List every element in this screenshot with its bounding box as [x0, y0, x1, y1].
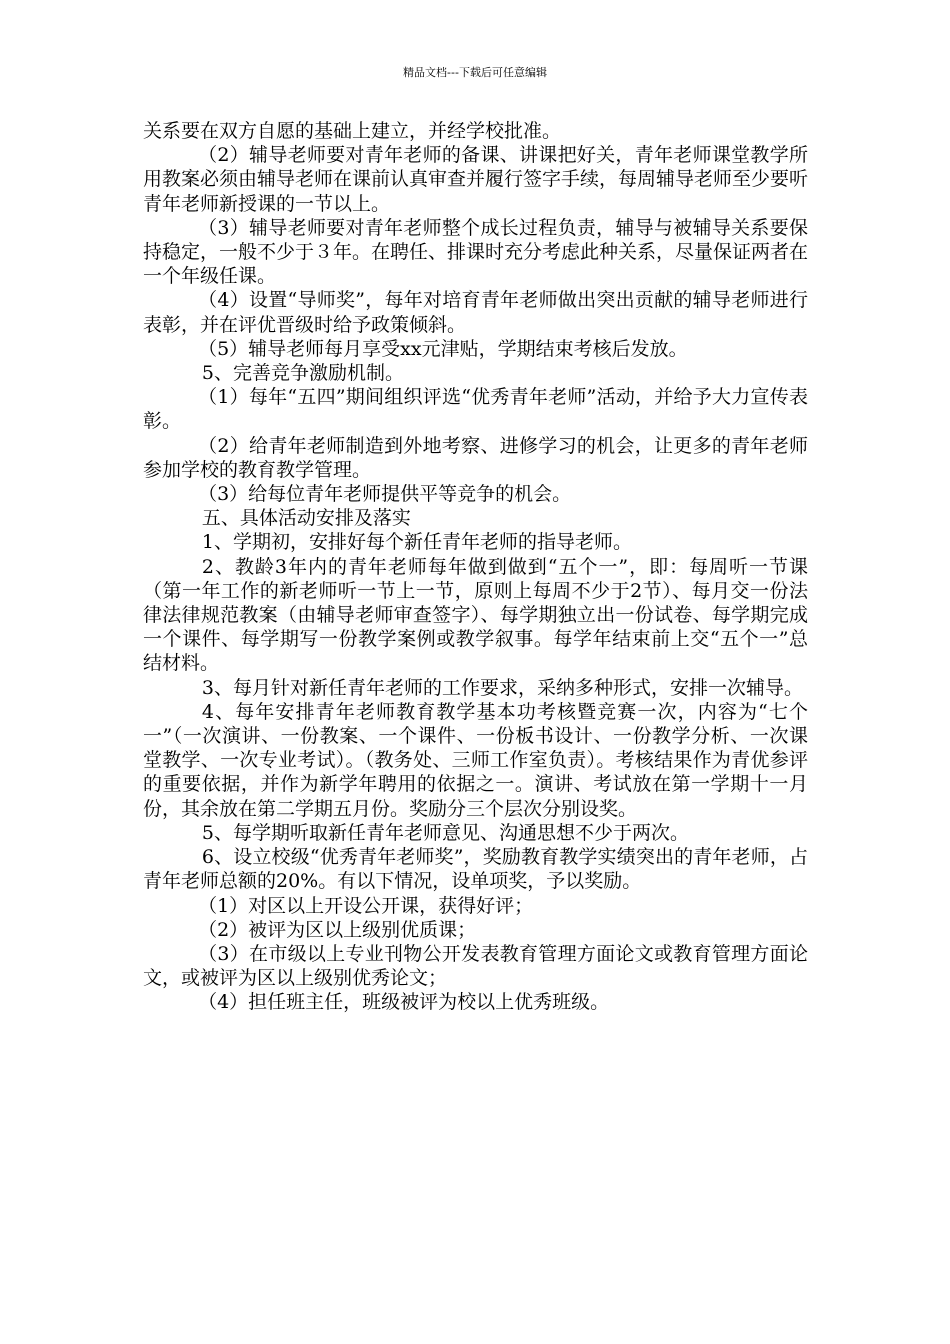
paragraph: 3、每月针对新任青年老师的工作要求，采纳多种形式，安排一次辅导。	[201, 676, 803, 699]
document-body	[143, 119, 808, 1015]
paragraph: 1、学期初，安排好每个新任青年老师的指导老师。	[201, 531, 632, 554]
paragraph: 5、每学期听取新任青年老师意见、沟通思想不少于两次。	[201, 821, 689, 844]
paragraph: （3）在市级以上专业刊物公开发表教育管理方面论文或教育管理方面论文，或被评为区以上级别优秀论文；	[143, 942, 808, 990]
paragraph: （3）辅导老师要对青年老师整个成长过程负责，辅导与被辅导关系要保持稳定，一般不少于３年。在聘任、排课时充分考虑此种关系，尽量保证两者在一个年级任课。	[143, 216, 809, 288]
page-header: 精品文档---下载后可任意编辑	[403, 66, 547, 79]
paragraph: （1）每年“五四”期间组织评选“优秀青年老师”活动，并给予大力宣传表彰。	[143, 386, 808, 433]
paragraph: 4、每年安排青年老师教育教学基本功考核暨竞赛一次，内容为“七个一”（一次演讲、一份教案、一个课件、一份板书设计、一份教学分析、一次课堂教学、一次专业考试）。（教务处、三师工作室负责）。考核结果作为青优参评的重要依据，并作为新学年聘用的依据之一。演讲、考试放在第一学期十一月份，其余放在第二学期五月份。奖励分三个层次分别设奖。	[143, 700, 808, 820]
paragraph: （4）担任班主任，班级被评为校以上优秀班级。	[198, 991, 610, 1014]
paragraph: （2）给青年老师制造到外地考察、进修学习的机会，让更多的青年老师参加学校的教育教学管理。	[143, 434, 808, 481]
paragraph: （4）设置“导师奖”，每年对培育青年老师做出突出贡献的辅导老师进行表彰，并在评优晋级时给予政策倾斜。	[143, 289, 808, 336]
section-heading: 五、具体活动安排及落实	[201, 507, 411, 530]
paragraph: （2）辅导老师要对青年老师的备课、讲课把好关，青年老师课堂教学所用教案必须由辅导老师在课前认真审查并履行签字手续，每周辅导老师至少要听青年老师新授课的一节以上。	[143, 144, 809, 215]
paragraph: 5、完善竞争激励机制。	[201, 362, 404, 385]
paragraph: （2）被评为区以上级别优质课；	[198, 918, 477, 941]
paragraph: 6、设立校级“优秀青年老师奖”，奖励教育教学实绩突出的青年老师，占青年老师总额的20%。有以下情况，设单项奖，予以奖励。	[143, 846, 808, 893]
paragraph: 关系要在双方自愿的基础上建立，并经学校批准。	[143, 120, 562, 142]
paragraph: （3）给每位青年老师提供平等竞争的机会。	[198, 483, 572, 506]
paragraph: （1）对区以上开设公开课，获得好评；	[198, 894, 534, 917]
paragraph: （5）辅导老师每月享受xx元津贴，学期结束考核后发放。	[198, 337, 688, 360]
paragraph: 2、教龄3年内的青年老师每年做到做到“五个一”，即：每周听一节课（第一年工作的新老师听一节上一节，原则上每周不少于2节）、每月交一份法律法律规范教案（由辅导老师审查签字）、每学期独立出一份试卷、每学期完成一个课件、每学期写一份教学案例或教学叙事。每学年结束前上交“五个一”总结材料。	[143, 555, 808, 675]
